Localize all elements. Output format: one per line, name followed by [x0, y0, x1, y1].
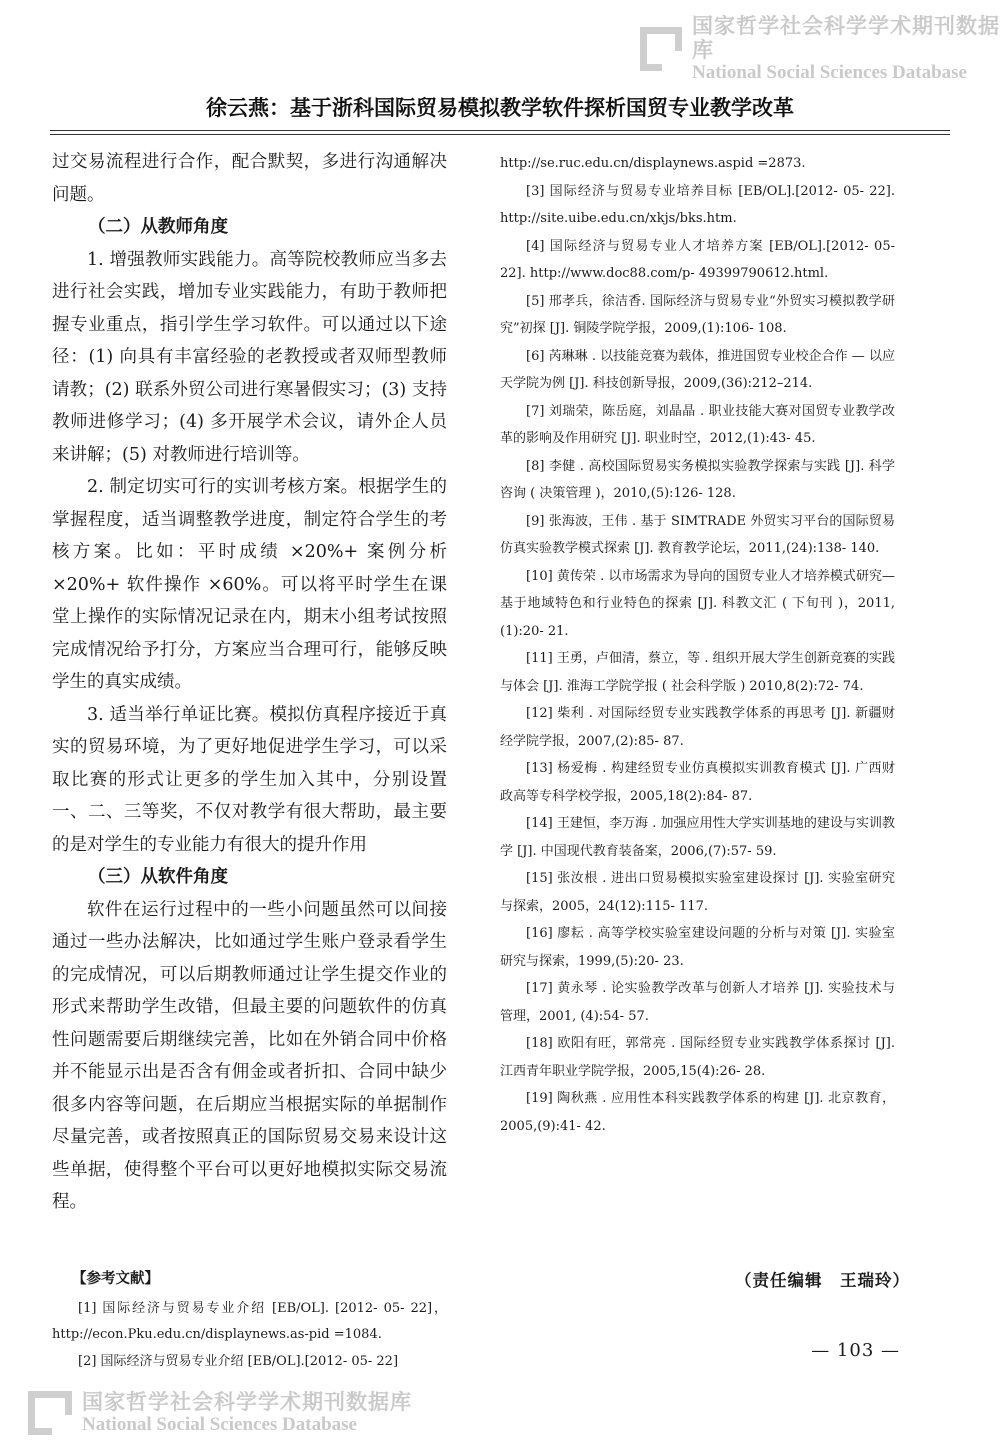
reference-item: [6] 芮琳琳 . 以技能竞赛为载体，推进国贸专业校企合作 — 以应天学院为例 [J]. 科技创新导报，2009,(36):212–214.	[500, 348, 895, 391]
reference-item: [2] 国际经济与贸易专业介绍 [EB/OL].[2012- 05- 22]	[78, 1353, 399, 1369]
reference-item: [3] 国际经济与贸易专业培养目标 [EB/OL].[2012- 05- 22]. http://site.uibe.edu.cn/xkjs/bks.htm.	[500, 183, 895, 226]
watermark-top	[640, 14, 1000, 84]
reference-item: [5] 邢孝兵，徐洁香. 国际经济与贸易专业“外贸实习模拟教学研究”初探 [J]. 铜陵学院学报，2009,(1):106- 108.	[500, 293, 895, 336]
section-heading-teacher: （二）从教师角度	[88, 217, 228, 237]
reference-item: [7] 刘瑞荣，陈岳庭，刘晶晶 . 职业技能大赛对国贸专业教学改革的影响及作用研究 [J]. 职业时空，2012,(1):43- 45.	[500, 403, 895, 446]
reference-item: [13] 杨爱梅 . 构建经贸专业仿真模拟实训教育模式 [J]. 广西财政高等专科学校学报，2005,18(2):84- 87.	[500, 761, 895, 804]
header-rule-2	[50, 134, 950, 135]
paragraph-competition: 3. 适当举行单证比赛。模拟仿真程序接近于真实的贸易环境，为了更好地促进学生学习，可以采取比赛的形式让更多的学生加入其中，分别设置一、二、三等奖，不仅对教学有很大帮助，最主要的是对学生的专业能力有很大的提升作用	[52, 704, 447, 855]
reference-item: [9] 张海波，王伟 . 基于 SIMTRADE 外贸实习平台的国际贸易仿真实验教学模式探索 [J]. 教育教学论坛，2011,(24):138- 140.	[500, 513, 895, 556]
paragraph-assessment: 2. 制定切实可行的实训考核方案。根据学生的掌握程度，适当调整教学进度，制定符合学生的考核方案。比如：平时成绩 ×20%+ 案例分析 ×20%+ 软件操作 ×60%。可以将平时学生在课堂上操作的实际情况记录在内，期末小组考试按照完成情况给予打分，方案应当合理可行，能够反映学生的真实成绩。	[52, 477, 447, 692]
paragraph-teacher-practice: 1. 增强教师实践能力。高等院校教师应当多去进行社会实践，增加专业实践能力，有助于教师把握专业重点，指引学生学习软件。可以通过以下途径：(1) 向具有丰富经验的老教授或者双师型教师请教；(2) 联系外贸公司进行寒暑假实习；(3) 支持教师进修学习；(4) 多开展学术会议，请外企人员来讲解；(5) 对教师进行培训等。	[52, 249, 447, 465]
reference-item: [8] 李健 . 高校国际贸易实务模拟实验教学探索与实践 [J]. 科学咨询 ( 决策管理 )，2010,(5):126- 128.	[500, 458, 895, 501]
references-heading: 【参考文献】	[72, 1270, 159, 1287]
left-column	[52, 146, 447, 1375]
watermark-cn: 国家哲学社会科学学术期刊数据库	[82, 1390, 412, 1414]
watermark-cn: 国家哲学社会科学学术期刊数据库	[692, 14, 1000, 63]
watermark-en: National Social Sciences Database	[82, 1414, 357, 1436]
reference-item: [17] 黄永琴 . 论实验教学改革与创新人才培养 [J]. 实验技术与管理，2001, (4):54- 57.	[500, 981, 895, 1024]
paragraph-continued: 过交易流程进行合作，配合默契，多进行沟通解决问题。	[52, 152, 447, 205]
reference-continued: http://se.ruc.edu.cn/displaynews.aspid =2873.	[500, 156, 806, 171]
reference-item: [4] 国际经济与贸易专业人才培养方案 [EB/OL].[2012- 05- 22]. http://www.doc88.com/p- 49399790612.html.	[500, 238, 895, 281]
header-rule	[50, 130, 950, 131]
running-head: 徐云燕：基于浙科国际贸易模拟教学软件探析国贸专业教学改革	[206, 96, 794, 120]
reference-item: [11] 王勇，卢佃清，蔡立，等 . 组织开展大学生创新竞赛的实践与体会 [J]. 淮海工学院学报 ( 社会科学版 ) 2010,8(2):72- 74.	[500, 651, 895, 694]
database-logo-icon	[640, 27, 682, 71]
reference-item: [19] 陶秋燕 . 应用性本科实践教学体系的构建 [J]. 北京教育，2005,(9):41- 42.	[500, 1091, 895, 1134]
reference-item: [15] 张汝根 . 进出口贸易模拟实验室建设探讨 [J]. 实验室研究与探索，2005，24(12):115- 117.	[500, 871, 895, 914]
reference-item: [1] 国际经济与贸易专业介绍 [EB/OL]. [2012- 05- 22]，http://econ.Pku.edu.cn/displaynews.as-pid =1084.	[52, 1300, 447, 1342]
page-number: — 103 —	[811, 1340, 900, 1361]
responsible-editor: （责任编辑 王瑞玲）	[735, 1271, 910, 1290]
reference-item: [10] 黄传荣 . 以市场需求为导向的国贸专业人才培养模式研究— 基于地域特色和行业特色的探索 [J]. 科教文汇 ( 下旬刊 )，2011,(1):20- 21.	[500, 568, 895, 639]
watermark-en: National Social Sciences Database	[692, 62, 967, 84]
right-column	[500, 150, 895, 1140]
watermark-bottom	[28, 1390, 412, 1436]
paragraph-software: 软件在运行过程中的一些小问题虽然可以间接通过一些办法解决，比如通过学生账户登录看学生的完成情况，可以后期教师通过让学生提交作业的形式来帮助学生改错，但最主要的问题软件的仿真性问题需要后期继续完善，比如在外销合同中价格并不能显示出是否含有佣金或者折扣、合同中缺少很多内容等问题，在后期应当根据实际的单据制作尽量完善，或者按照真正的国际贸易交易来设计这些单据，使得整个平台可以更好地模拟实际交易流程。	[52, 899, 447, 1212]
reference-item: [12] 柴利 . 对国际经贸专业实践教学体系的再思考 [J]. 新疆财经学院学报，2007,(2):85- 87.	[500, 706, 895, 749]
database-logo-icon	[28, 1391, 72, 1435]
reference-item: [16] 廖耘 . 高等学校实验室建设问题的分析与对策 [J]. 实验室研究与探索，1999,(5):20- 23.	[500, 926, 895, 969]
reference-item: [18] 欧阳有旺，郭常亮 . 国际经贸专业实践教学体系探讨 [J]. 江西青年职业学院学报，2005,15(4):26- 28.	[500, 1036, 895, 1079]
section-heading-software: （三）从软件角度	[88, 867, 228, 887]
reference-item: [14] 王建恒，李万海 . 加强应用性大学实训基地的建设与实训教学 [J]. 中国现代教育装备案，2006,(7):57- 59.	[500, 816, 895, 859]
